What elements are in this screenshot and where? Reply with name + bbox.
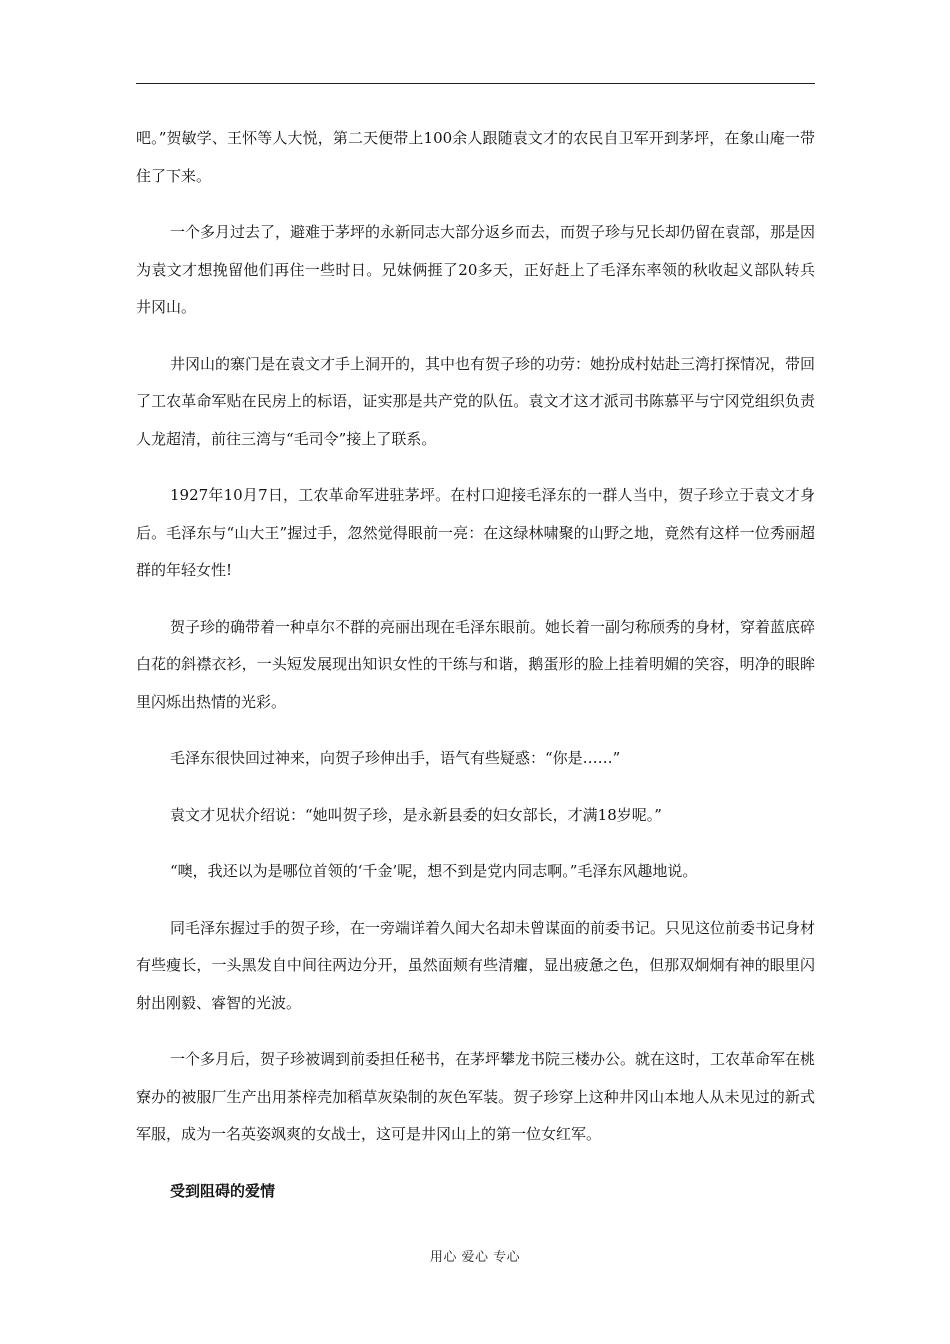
paragraph-4: 1927年10月7日，工农革命军进驻茅坪。在村口迎接毛泽东的一群人当中，贺子珍立于袁文才身后。毛泽东与“山大王”握过手，忽然觉得眼前一亮：在这绿林啸聚的山野之地，竟然有这样一位秀丽超群的年轻女性!: [136, 486, 815, 579]
section-heading: 受到阻碍的爱情: [170, 1181, 276, 1200]
paragraph-5: 贺子珍的确带着一种卓尔不群的亮丽出现在毛泽东眼前。她长着一副匀称颀秀的身材，穿着蓝底碎白花的斜襟衣衫，一头短发展现出知识女性的干练与和谐，鹅蛋形的脸上挂着明媚的笑容，明净的眼眸里闪烁出热情的光彩。: [136, 617, 816, 711]
paragraph-3: 井冈山的寨门是在袁文才手上洞开的，其中也有贺子珍的功劳：她扮成村姑赴三湾打探情况，带回了工农革命军贴在民房上的标语，证实那是共产党的队伍。袁文才这才派司书陈慕平与宁冈党组织负责人龙超清，前往三湾与“毛司令”接上了联系。: [136, 354, 816, 448]
paragraph-6: 毛泽东很快回过神来，向贺子珍伸出手，语气有些疑惑：“你是……”: [170, 749, 621, 767]
paragraph-7: 袁文才见状介绍说：“她叫贺子珍，是永新县委的妇女部长，才满18岁呢。”: [170, 805, 662, 824]
body-text: [136, 120, 815, 1210]
paragraph-2: 一个多月过去了，避难于茅坪的永新同志大部分返乡而去，而贺子珍与兄长却仍留在袁部，那是因为袁文才想挽留他们再住一些时日。兄妹俩捱了20多天，正好赶上了毛泽东率领的秋收起义部队转兵井冈山。: [136, 223, 816, 316]
paragraph-1: 吧。”贺敏学、王怀等人大悦，第二天便带上100余人跟随袁文才的农民自卫军开到茅坪，在象山庵一带住了下来。: [136, 129, 815, 185]
page-footer: 用心 爱心 专心: [429, 1250, 521, 1265]
header-rule: [136, 83, 815, 84]
paragraph-8: “噢，我还以为是哪位首领的‘千金’呢，想不到是党内同志啊。”毛泽东风趣地说。: [170, 862, 698, 880]
paragraph-10: 一个多月后，贺子珍被调到前委担任秘书，在茅坪攀龙书院三楼办公。就在这时，工农革命军在桃寮办的被服厂生产出用茶梓壳加稻草灰染制的灰色军装。贺子珍穿上这种井冈山本地人从未见过的新式军服，成为一名英姿飒爽的女战士，这可是井冈山上的第一位女红军。: [136, 1050, 816, 1143]
paragraph-9: 同毛泽东握过手的贺子珍，在一旁端详着久闻大名却未曾谋面的前委书记。只见这位前委书记身材有些瘦长，一头黑发自中间往两边分开，虽然面颊有些清癯，显出疲惫之色，但那双炯炯有神的眼里闪射出刚毅、睿智的光波。: [136, 918, 816, 1012]
